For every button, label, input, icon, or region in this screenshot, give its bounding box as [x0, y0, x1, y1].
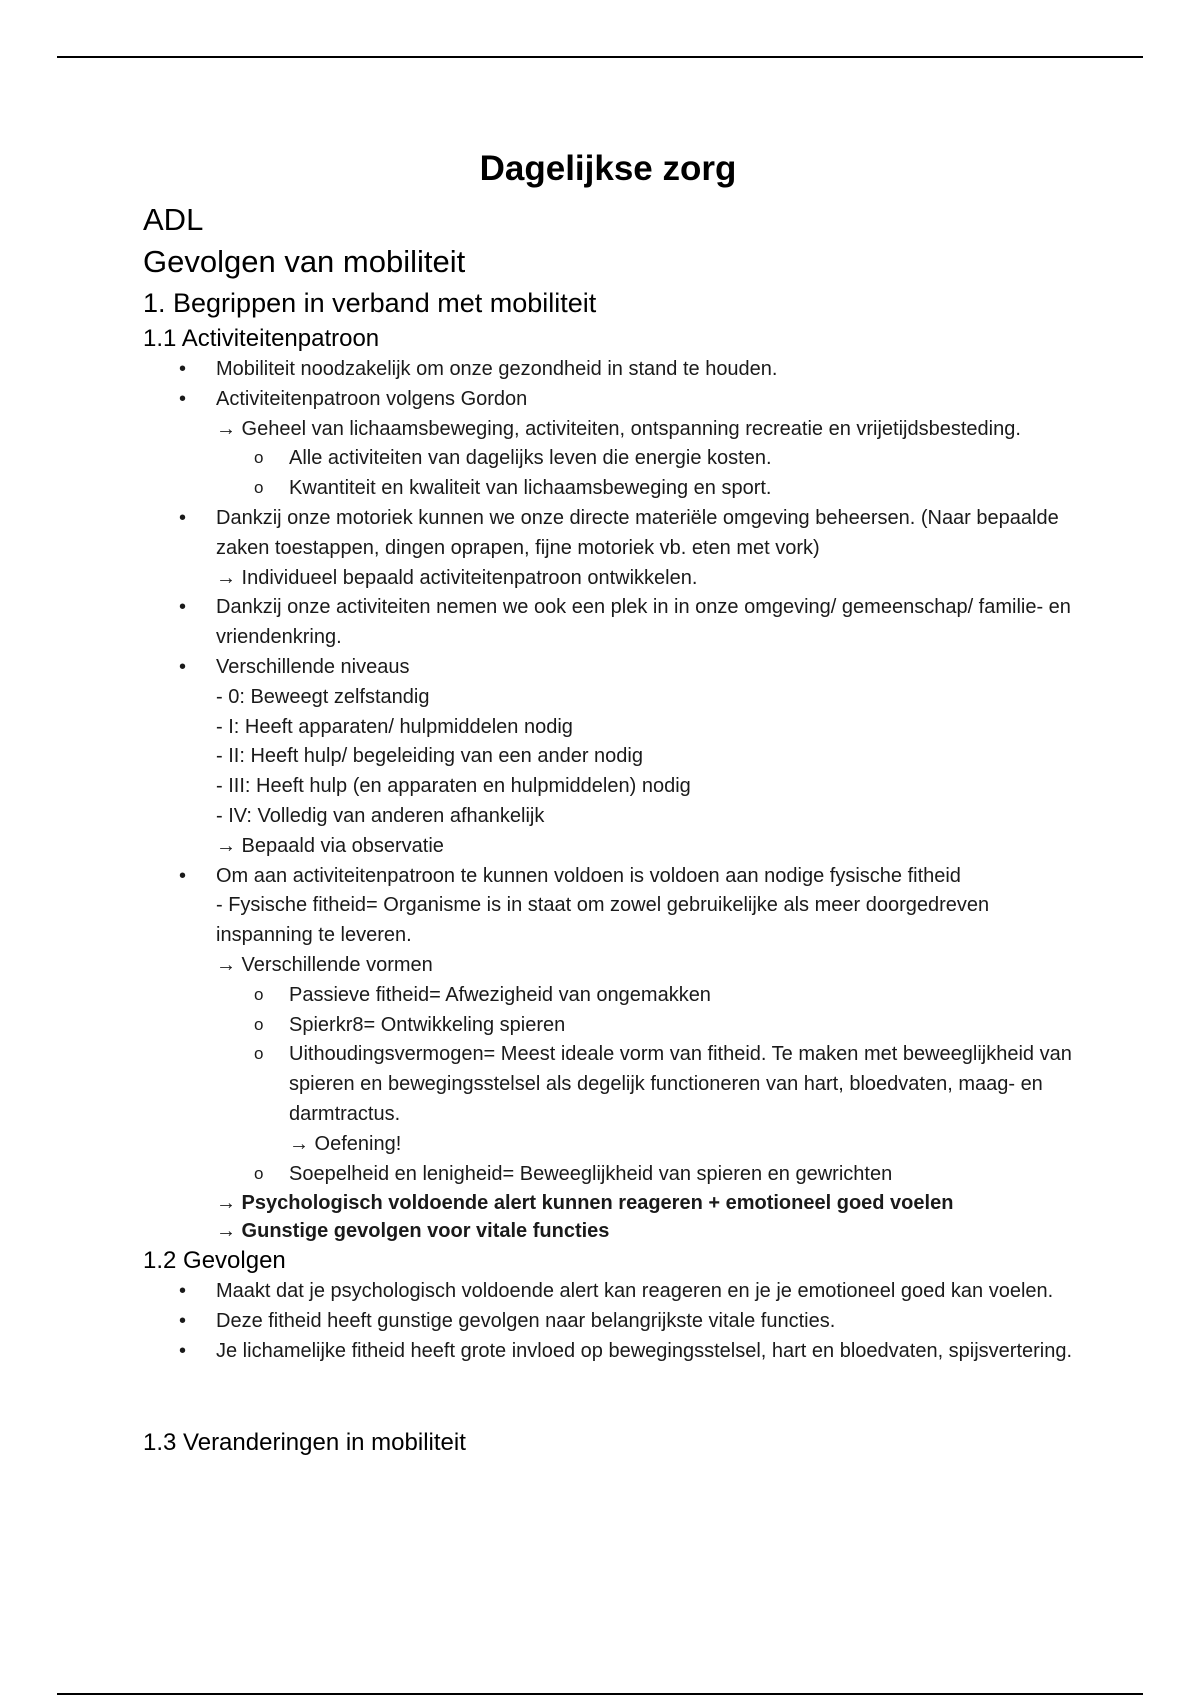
- list-item-text: → Verschillende vormen: [216, 953, 433, 976]
- list-item-text: Dankzij onze activiteiten nemen we ook een plek in in onze omgeving/ gemeenschap/ familie- en vriendenkring.: [216, 596, 1071, 649]
- sublist: [216, 444, 1073, 504]
- sublist-item: [216, 1040, 1073, 1159]
- heading-section-1: 1. Begrippen in verband met mobiliteit: [143, 288, 597, 318]
- list-item: [143, 504, 1073, 593]
- footer-rule: [57, 1693, 1143, 1695]
- spacer: [143, 1367, 1073, 1427]
- list-item-text: • Dankzij onze motoriek kunnen we onze directe materiële omgeving beheersen. (Naar bepaalde zaken toestappen, dingen oprapen, fijne motoriek vb. eten met vork): [216, 506, 1059, 559]
- sublist-item-text: → Oefening!: [289, 1132, 402, 1155]
- conclusion-vitale-functies: → Gunstige gevolgen voor vitale functies: [216, 1220, 610, 1243]
- list-item-text: - IV: Volledig van anderen afhankelijk: [216, 804, 545, 827]
- list-item-text: → Bepaald via observatie: [216, 834, 444, 857]
- sublist-item: [216, 474, 1073, 504]
- list-item: [143, 593, 1073, 653]
- list-item: [143, 1337, 1073, 1367]
- list-item: [143, 653, 1073, 862]
- sublist-item: [216, 1011, 1073, 1041]
- list-item: [143, 385, 1073, 504]
- list-item-text: • Verschillende niveaus: [216, 655, 410, 678]
- heading-gevolgen-mobiliteit: Gevolgen van mobiliteit: [143, 244, 466, 279]
- sublist-item-text: o Uithoudingsvermogen= Meest ideale vorm van fitheid. Te maken met beweeglijkheid van spieren en bewegingsstelsel als degelijk functioneren van hart, bloedvaten, maag- en darmtractus.: [289, 1043, 1072, 1125]
- list-item-text: - III: Heeft hulp (en apparaten en hulpmiddelen) nodig: [216, 775, 691, 798]
- list-item: [143, 1277, 1073, 1307]
- sublist-item-text: Passieve fitheid= Afwezigheid van ongemakken: [289, 983, 711, 1006]
- conclusion-psychologisch: → Psychologisch voldoende alert kunnen reageren + emotioneel goed voelen: [216, 1192, 954, 1215]
- list-item-text: → Individueel bepaald activiteitenpatroon ontwikkelen.: [216, 566, 698, 589]
- sublist: [216, 981, 1073, 1190]
- sublist-item: [216, 981, 1073, 1011]
- document-body: [143, 145, 1073, 1459]
- list-item-text: - 0: Beweegt zelfstandig: [216, 685, 430, 708]
- list-item-text: → Geheel van lichaamsbeweging, activiteiten, ontspanning recreatie en vrijetijdsbesteding.: [216, 417, 1021, 440]
- sublist-item-text: Soepelheid en lenigheid= Beweeglijkheid van spieren en gewrichten: [289, 1162, 893, 1185]
- heading-section-1-1: 1.1 Activiteitenpatroon: [143, 325, 380, 352]
- sublist-item: [216, 444, 1073, 474]
- list-gevolgen: [143, 1277, 1073, 1366]
- sublist-item-text: Kwantiteit en kwaliteit van lichaamsbeweging en sport.: [289, 477, 772, 500]
- list-item-text: - I: Heeft apparaten/ hulpmiddelen nodig: [216, 715, 573, 738]
- heading-section-1-3: 1.3 Veranderingen in mobiliteit: [143, 1428, 466, 1456]
- list-item-text: - Fysische fitheid= Organisme is in staat om zowel gebruikelijke als meer doorgedreven inspanning te leveren.: [216, 894, 990, 947]
- heading-adl: ADL: [143, 202, 204, 237]
- list-item-text: Deze fitheid heeft gunstige gevolgen naar belangrijkste vitale functies.: [216, 1310, 836, 1333]
- list-item-text: Je lichamelijke fitheid heeft grote invloed op bewegingsstelsel, hart en bloedvaten, spijsvertering.: [216, 1339, 1073, 1362]
- list-activiteitenpatroon: [143, 355, 1073, 1189]
- list-item: [143, 355, 1073, 385]
- sublist-item-text: Alle activiteiten van dagelijks leven die energie kosten.: [289, 447, 772, 470]
- sublist-item: [216, 1160, 1073, 1190]
- list-item: [143, 1307, 1073, 1337]
- list-item-text: • Om aan activiteitenpatroon te kunnen voldoen is voldoen aan nodige fysische fitheid: [216, 864, 961, 887]
- list-item-text: Mobiliteit noodzakelijk om onze gezondheid in stand te houden.: [216, 358, 778, 380]
- list-item-text: • Activiteitenpatroon volgens Gordon: [216, 387, 528, 410]
- list-item-text: - II: Heeft hulp/ begeleiding van een ander nodig: [216, 745, 643, 768]
- list-item-text: Maakt dat je psychologisch voldoende alert kan reageren en je je emotioneel goed kan voelen.: [216, 1280, 1054, 1303]
- list-item: [143, 862, 1073, 1190]
- heading-section-1-2: 1.2 Gevolgen: [143, 1247, 286, 1275]
- document-title: Dagelijkse zorg: [479, 149, 737, 188]
- sublist-item-text: Spierkr8= Ontwikkeling spieren: [289, 1013, 566, 1036]
- header-rule: [57, 56, 1143, 58]
